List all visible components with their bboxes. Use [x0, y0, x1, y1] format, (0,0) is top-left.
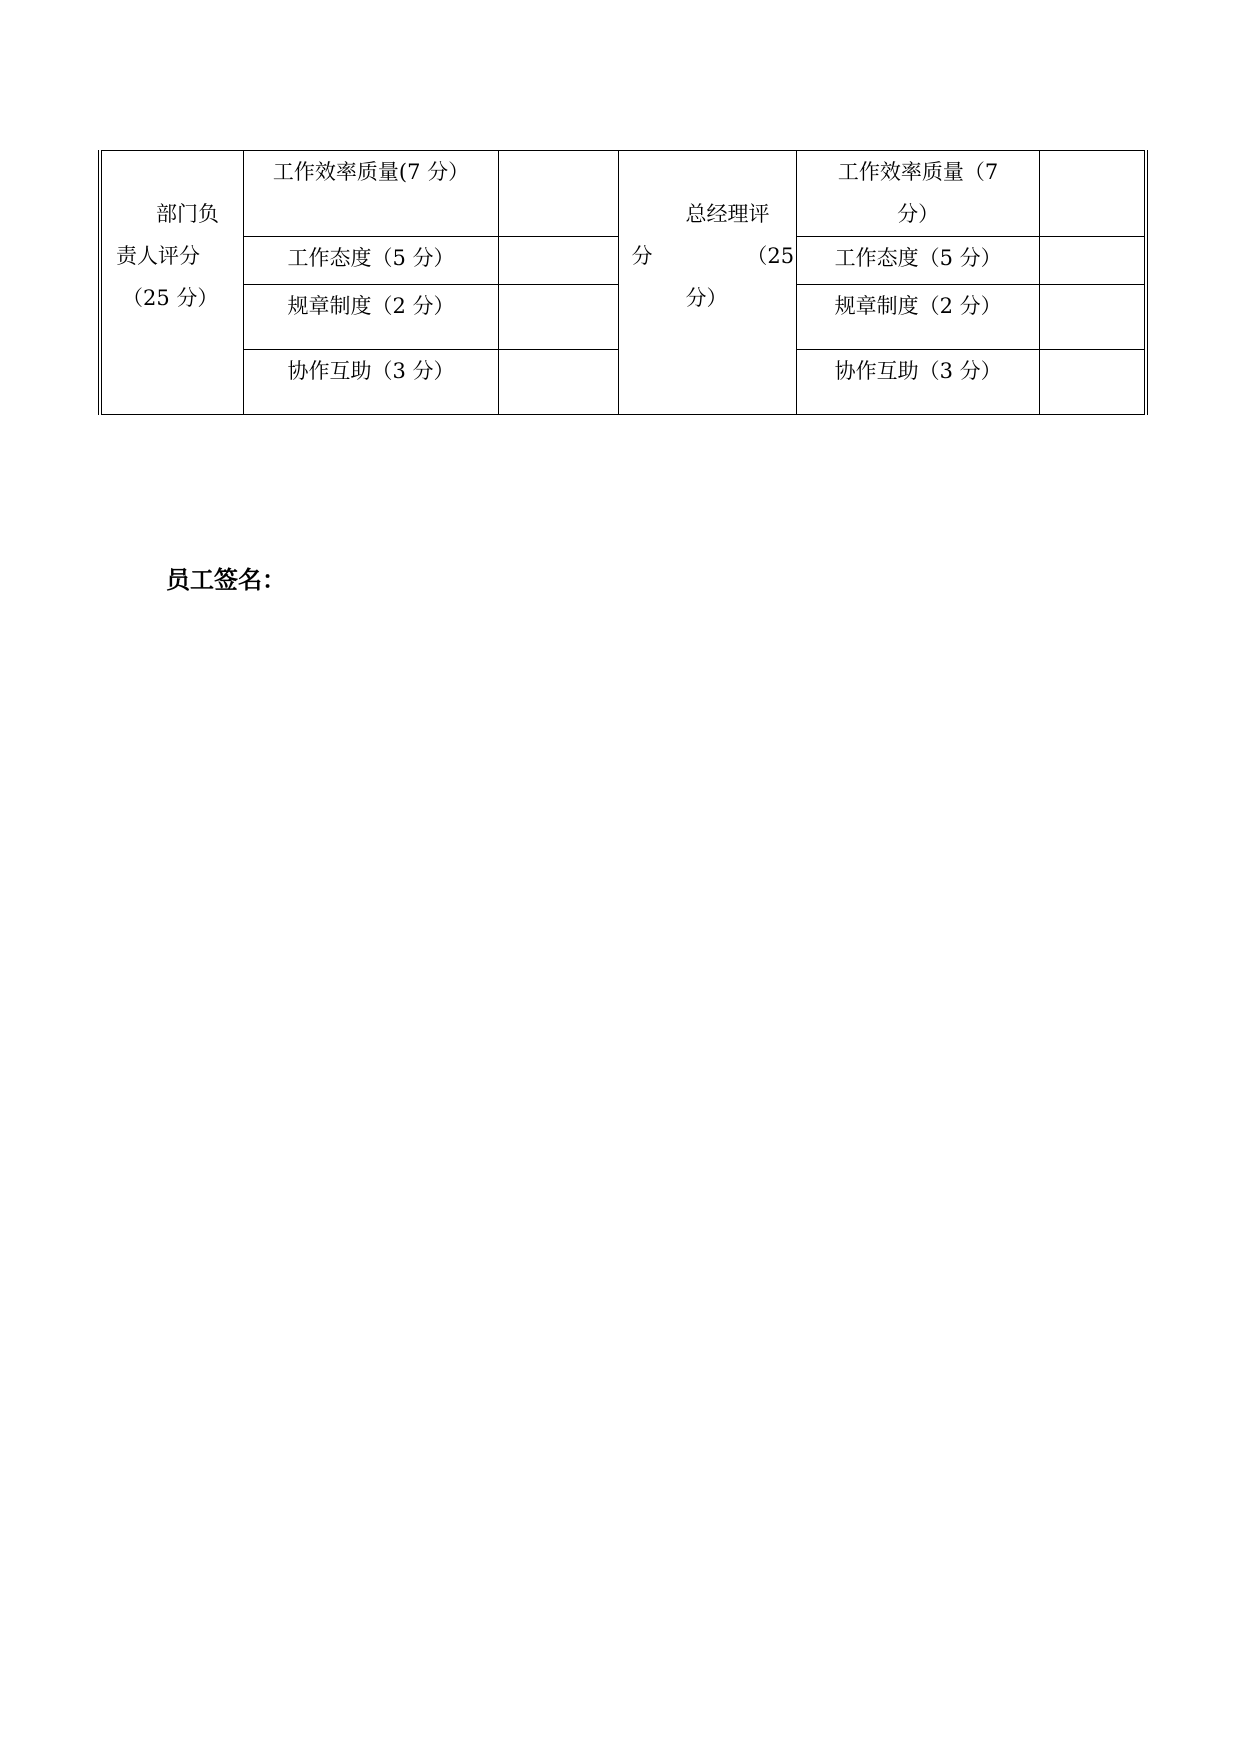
employee-signature-label: 员工签名： [166, 566, 286, 594]
right-item-rules-text: 规章制度（2 分） [834, 294, 1002, 318]
right-item-attitude-text: 工作态度（5 分） [834, 246, 1002, 270]
general-manager-label-line3: 分） [685, 286, 728, 310]
left-item-rules [244, 285, 499, 350]
general-manager-label-line2a: 分 [631, 244, 653, 268]
right-item-efficiency-line2: 分） [897, 202, 940, 226]
left-score-cell-teamwork[interactable] [499, 350, 619, 415]
left-item-teamwork [244, 350, 499, 415]
department-head-label-line3: （25 分） [122, 286, 219, 310]
department-head-label-line1: 部门负 [156, 202, 219, 226]
right-item-efficiency-line1: 工作效率质量（7 [837, 160, 999, 184]
left-item-attitude-text: 工作态度（5 分） [287, 246, 455, 270]
left-item-teamwork-text: 协作互助（3 分） [287, 359, 455, 383]
left-score-cell-attitude[interactable] [499, 237, 619, 285]
evaluation-table [98, 150, 1148, 415]
right-score-cell-teamwork[interactable] [1040, 350, 1146, 415]
left-score-cell-rules[interactable] [499, 285, 619, 350]
left-item-efficiency [244, 151, 499, 237]
department-head-label-line2: 责人评分 [116, 244, 200, 268]
right-score-cell-attitude[interactable] [1040, 237, 1146, 285]
left-item-rules-text: 规章制度（2 分） [287, 294, 455, 318]
right-item-rules [797, 285, 1040, 350]
right-item-teamwork-text: 协作互助（3 分） [834, 359, 1002, 383]
right-item-attitude [797, 237, 1040, 285]
left-score-cell-efficiency[interactable] [499, 151, 619, 237]
right-item-efficiency [797, 151, 1040, 237]
right-score-cell-efficiency[interactable] [1040, 151, 1146, 237]
general-manager-score-label [619, 151, 797, 415]
left-item-attitude [244, 237, 499, 285]
general-manager-label-line1: 总经理评 [685, 202, 770, 226]
right-score-cell-rules[interactable] [1040, 285, 1146, 350]
department-head-score-label [100, 151, 244, 415]
right-item-teamwork [797, 350, 1040, 415]
left-item-efficiency-text: 工作效率质量(7 分） [272, 160, 470, 184]
general-manager-label-line2b: （25 [746, 244, 795, 268]
